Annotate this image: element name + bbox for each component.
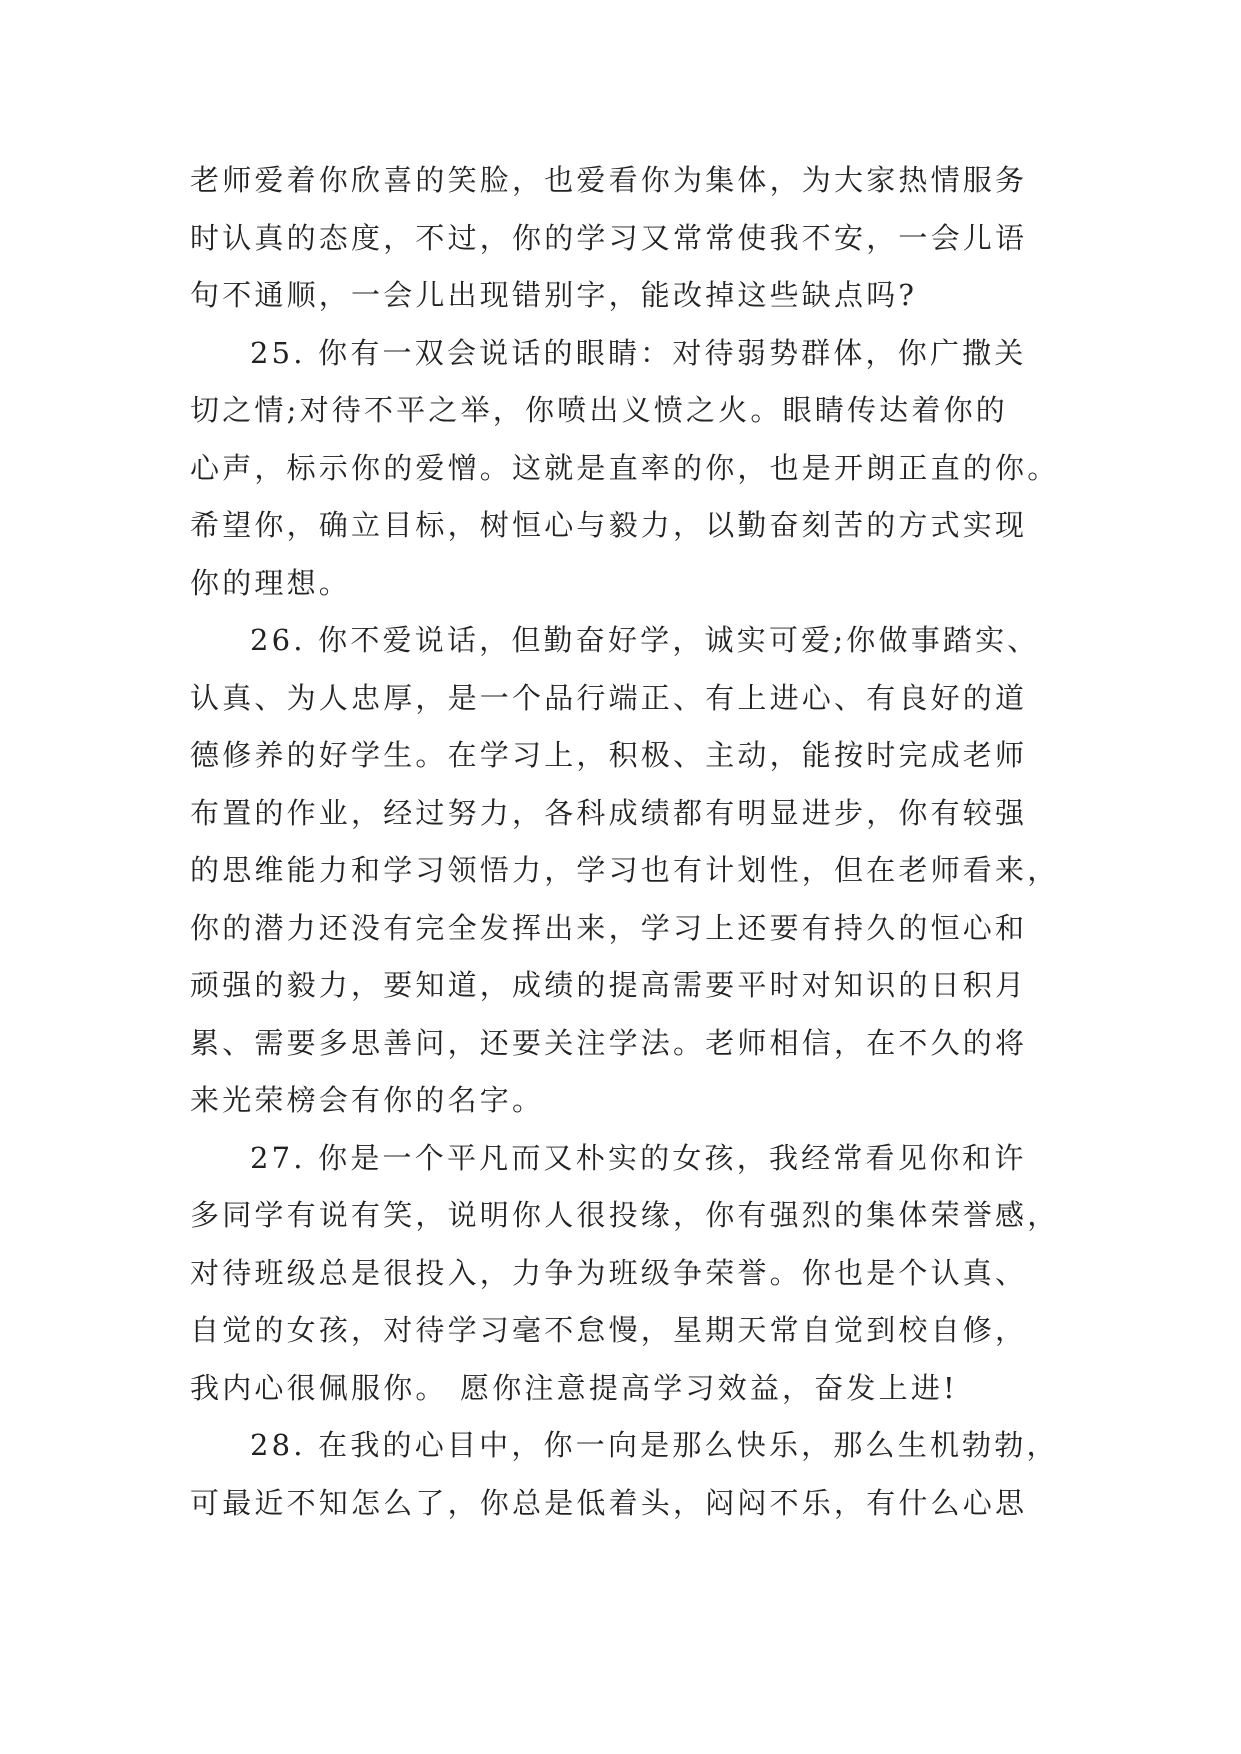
- text-line: 多同学有说有笑，说明你人很投缘，你有强烈的集体荣誉感，: [190, 1198, 1060, 1232]
- text-line: 时认真的态度，不过，你的学习又常常使我不安，一会儿语: [190, 220, 1028, 255]
- text-line: 认真、为人忠厚，是一个品行端正、有上进心、有良好的道: [190, 680, 1028, 715]
- text-line: 我内心很佩服你。 愿你注意提高学习效益，奋发上进!: [190, 1370, 958, 1405]
- text-line: 老师爱着你欣喜的笑脸，也爱看你为集体，为大家热情服务: [190, 163, 1028, 197]
- text-line: 的思维能力和学习领悟力，学习也有计划性，但在老师看来，: [190, 853, 1060, 887]
- text-line: 对待班级总是很投入，力争为班级争荣誉。你也是个认真、: [190, 1255, 1028, 1290]
- body-text: [190, 152, 1060, 1532]
- paragraph-28-start: 28. 在我的心目中，你一向是那么快乐，那么生机勃勃，: [250, 1428, 1059, 1462]
- text-line: 句不通顺，一会儿出现错别字，能改掉这些缺点吗?: [190, 278, 918, 312]
- text-line: 布置的作业，经过努力，各科成绩都有明显进步，你有较强: [190, 795, 1028, 830]
- text-line: 你的潜力还没有完全发挥出来，学习上还要有持久的恒心和: [190, 910, 1028, 945]
- text-line: 自觉的女孩，对待学习毫不怠慢，星期天常自觉到校自修，: [190, 1313, 1028, 1347]
- paragraph-27-start: 27. 你是一个平凡而又朴实的女孩，我经常看见你和许: [250, 1140, 1027, 1175]
- text-line: 来光荣榜会有你的名字。: [190, 1083, 545, 1117]
- text-line: 德修养的好学生。在学习上，积极、主动，能按时完成老师: [190, 738, 1028, 772]
- paragraph-25-start: 25. 你有一双会说话的眼睛：对待弱势群体，你广撒关: [250, 335, 1027, 370]
- text-line: 切之情;对待不平之举，你喷出义愤之火。眼睛传达着你的: [190, 393, 1008, 427]
- text-line: 累、需要多思善问，还要关注学法。老师相信，在不久的将: [190, 1025, 1028, 1060]
- text-line: 希望你，确立目标，树恒心与毅力，以勤奋刻苦的方式实现: [190, 508, 1028, 542]
- text-line: 顽强的毅力，要知道，成绩的提高需要平时对知识的日积月: [190, 968, 1028, 1002]
- text-line: 心声，标示你的爱憎。这就是直率的你，也是开朗正直的你。: [190, 450, 1060, 485]
- text-line: 可最近不知怎么了，你总是低着头，闷闷不乐，有什么心思: [190, 1485, 1028, 1520]
- paragraph-26-start: 26. 你不爱说话，但勤奋好学，诚实可爱;你做事踏实、: [250, 623, 1040, 657]
- text-line: 你的理想。: [190, 565, 352, 600]
